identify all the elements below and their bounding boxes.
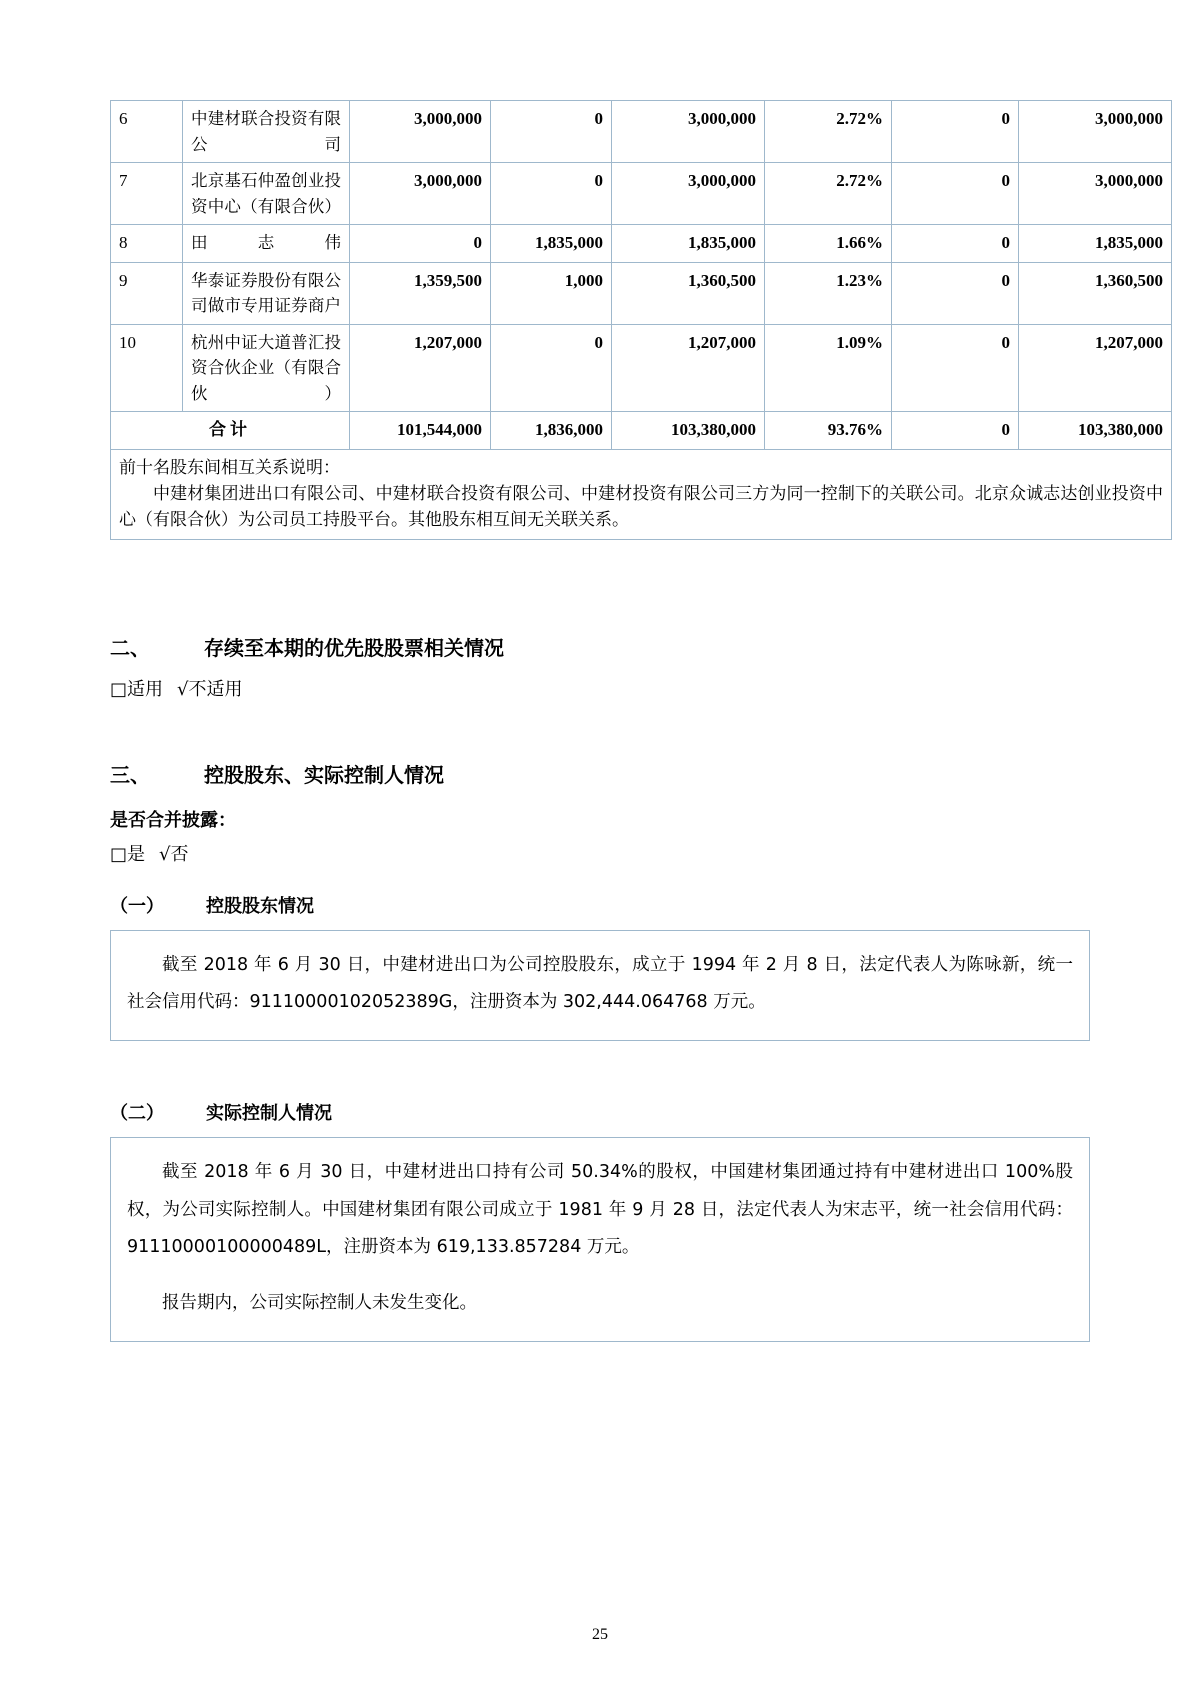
- shares-change: 0: [491, 101, 612, 163]
- total-shares-restricted: 0: [892, 412, 1019, 449]
- shares-begin: 1,207,000: [350, 324, 491, 412]
- shareholder-relations-note: [111, 449, 1172, 539]
- sub-section-two-number: （二）: [110, 1103, 164, 1125]
- spacer: [110, 1047, 1090, 1073]
- shares-restricted: 0: [892, 101, 1019, 163]
- shares-end: 3,000,000: [612, 101, 765, 163]
- shares-restricted: 0: [892, 262, 1019, 324]
- shares-restricted: 0: [892, 324, 1019, 412]
- merge-disclosure-question: 是否合并披露：: [110, 809, 236, 831]
- shares-percent: 2.72%: [765, 163, 892, 225]
- shares-restricted: 0: [892, 163, 1019, 225]
- row-index: 9: [111, 262, 183, 324]
- top-shareholders-table: [110, 100, 1172, 540]
- shareholder-name: 华泰证券股份有限公司做市专用证券商户: [183, 262, 350, 324]
- shares-unrestricted: 1,835,000: [1019, 225, 1172, 262]
- sub-section-two-heading: [110, 1099, 1090, 1125]
- shares-begin: 0: [350, 225, 491, 262]
- sub-section-one-number: （一）: [110, 895, 164, 917]
- actual-controller-paragraph-1: 截至 2018 年 6 月 30 日，中建材进出口持有公司 50.34%的股权，中国建材集团通过持有中建材进出口 100%股权，为公司实际控制人。中国建材集团有限公司成立于 1981 年 9 月 28 日，法定代表人为宋志平，统一社会信用代码：91110000100000489L，注册资本为 619,133.857284 万元。: [127, 1162, 1073, 1258]
- actual-controller-paragraph-2: 报告期内，公司实际控制人未发生变化。: [162, 1292, 477, 1313]
- shareholder-name: 中建材联合投资有限公司: [183, 101, 350, 163]
- shares-end: 1,835,000: [612, 225, 765, 262]
- shares-percent: 1.09%: [765, 324, 892, 412]
- controlling-shareholder-paragraph: 截至 2018 年 6 月 30 日，中建材进出口为公司控股股东，成立于 1994 年 2 月 8 日，法定代表人为陈咏新，统一社会信用代码：91110000102052389G，注册资本为 302,444.064768 万元。: [127, 954, 1073, 1013]
- table-row: [111, 101, 1172, 163]
- section-two-heading: [110, 632, 1090, 661]
- table-row: [111, 225, 1172, 262]
- section-three-heading: [110, 759, 1090, 788]
- section-three-number: 三、: [110, 762, 150, 787]
- row-index: 7: [111, 163, 183, 225]
- table-row: [111, 262, 1172, 324]
- shares-change: 0: [491, 324, 612, 412]
- section-two-title: 存续至本期的优先股股票相关情况: [204, 635, 504, 660]
- shares-unrestricted: 1,207,000: [1019, 324, 1172, 412]
- actual-controller-box: [110, 1137, 1090, 1342]
- yes-checkbox[interactable]: □是: [110, 843, 146, 865]
- section-two-applicability: [110, 675, 1090, 701]
- note-title: 前十名股东间相互关系说明：: [119, 457, 340, 478]
- applicable-checkbox[interactable]: □适用: [110, 678, 164, 700]
- table-total-row: [111, 412, 1172, 449]
- spacer: [110, 540, 1090, 574]
- sub-section-one-heading: [110, 892, 1090, 918]
- shareholder-name: 杭州中证大道普汇投资合伙企业（有限合伙）: [183, 324, 350, 412]
- shareholder-name: 北京基石仲盈创业投资中心（有限合伙）: [183, 163, 350, 225]
- row-index: 8: [111, 225, 183, 262]
- shares-percent: 1.23%: [765, 262, 892, 324]
- shares-begin: 1,359,500: [350, 262, 491, 324]
- no-checkbox[interactable]: √否: [159, 843, 189, 865]
- shares-percent: 1.66%: [765, 225, 892, 262]
- total-shares-percent: 93.76%: [765, 412, 892, 449]
- total-label: 合计: [111, 412, 350, 449]
- page-number: 25: [592, 1626, 608, 1643]
- shares-begin: 3,000,000: [350, 101, 491, 163]
- shares-percent: 2.72%: [765, 101, 892, 163]
- shareholder-name: 田志伟: [183, 225, 350, 262]
- sub-section-two-title: 实际控制人情况: [206, 1103, 332, 1125]
- row-index: 6: [111, 101, 183, 163]
- section-three-title: 控股股东、实际控制人情况: [204, 762, 444, 787]
- not-applicable-checkbox[interactable]: √不适用: [177, 678, 243, 700]
- shares-unrestricted: 1,360,500: [1019, 262, 1172, 324]
- table-row: [111, 324, 1172, 412]
- shares-change: 1,000: [491, 262, 612, 324]
- merge-disclosure-answer: [110, 840, 1090, 866]
- shares-change: 0: [491, 163, 612, 225]
- sub-section-one-title: 控股股东情况: [206, 895, 314, 917]
- shares-begin: 3,000,000: [350, 163, 491, 225]
- total-shares-change: 1,836,000: [491, 412, 612, 449]
- table-note-row: [111, 449, 1172, 539]
- table-row: [111, 163, 1172, 225]
- controlling-shareholder-box: [110, 930, 1090, 1041]
- total-shares-end: 103,380,000: [612, 412, 765, 449]
- shares-restricted: 0: [892, 225, 1019, 262]
- shares-unrestricted: 3,000,000: [1019, 163, 1172, 225]
- row-index: 10: [111, 324, 183, 412]
- shares-end: 1,360,500: [612, 262, 765, 324]
- section-two-number: 二、: [110, 635, 150, 660]
- shares-change: 1,835,000: [491, 225, 612, 262]
- total-shares-unrestricted: 103,380,000: [1019, 412, 1172, 449]
- shares-end: 3,000,000: [612, 163, 765, 225]
- shares-unrestricted: 3,000,000: [1019, 101, 1172, 163]
- note-body: 中建材集团进出口有限公司、中建材联合投资有限公司、中建材投资有限公司三方为同一控制下的关联公司。北京众诚志达创业投资中心（有限合伙）为公司员工持股平台。其他股东相互间无关联关系。: [119, 484, 1163, 531]
- total-shares-begin: 101,544,000: [350, 412, 491, 449]
- shares-end: 1,207,000: [612, 324, 765, 412]
